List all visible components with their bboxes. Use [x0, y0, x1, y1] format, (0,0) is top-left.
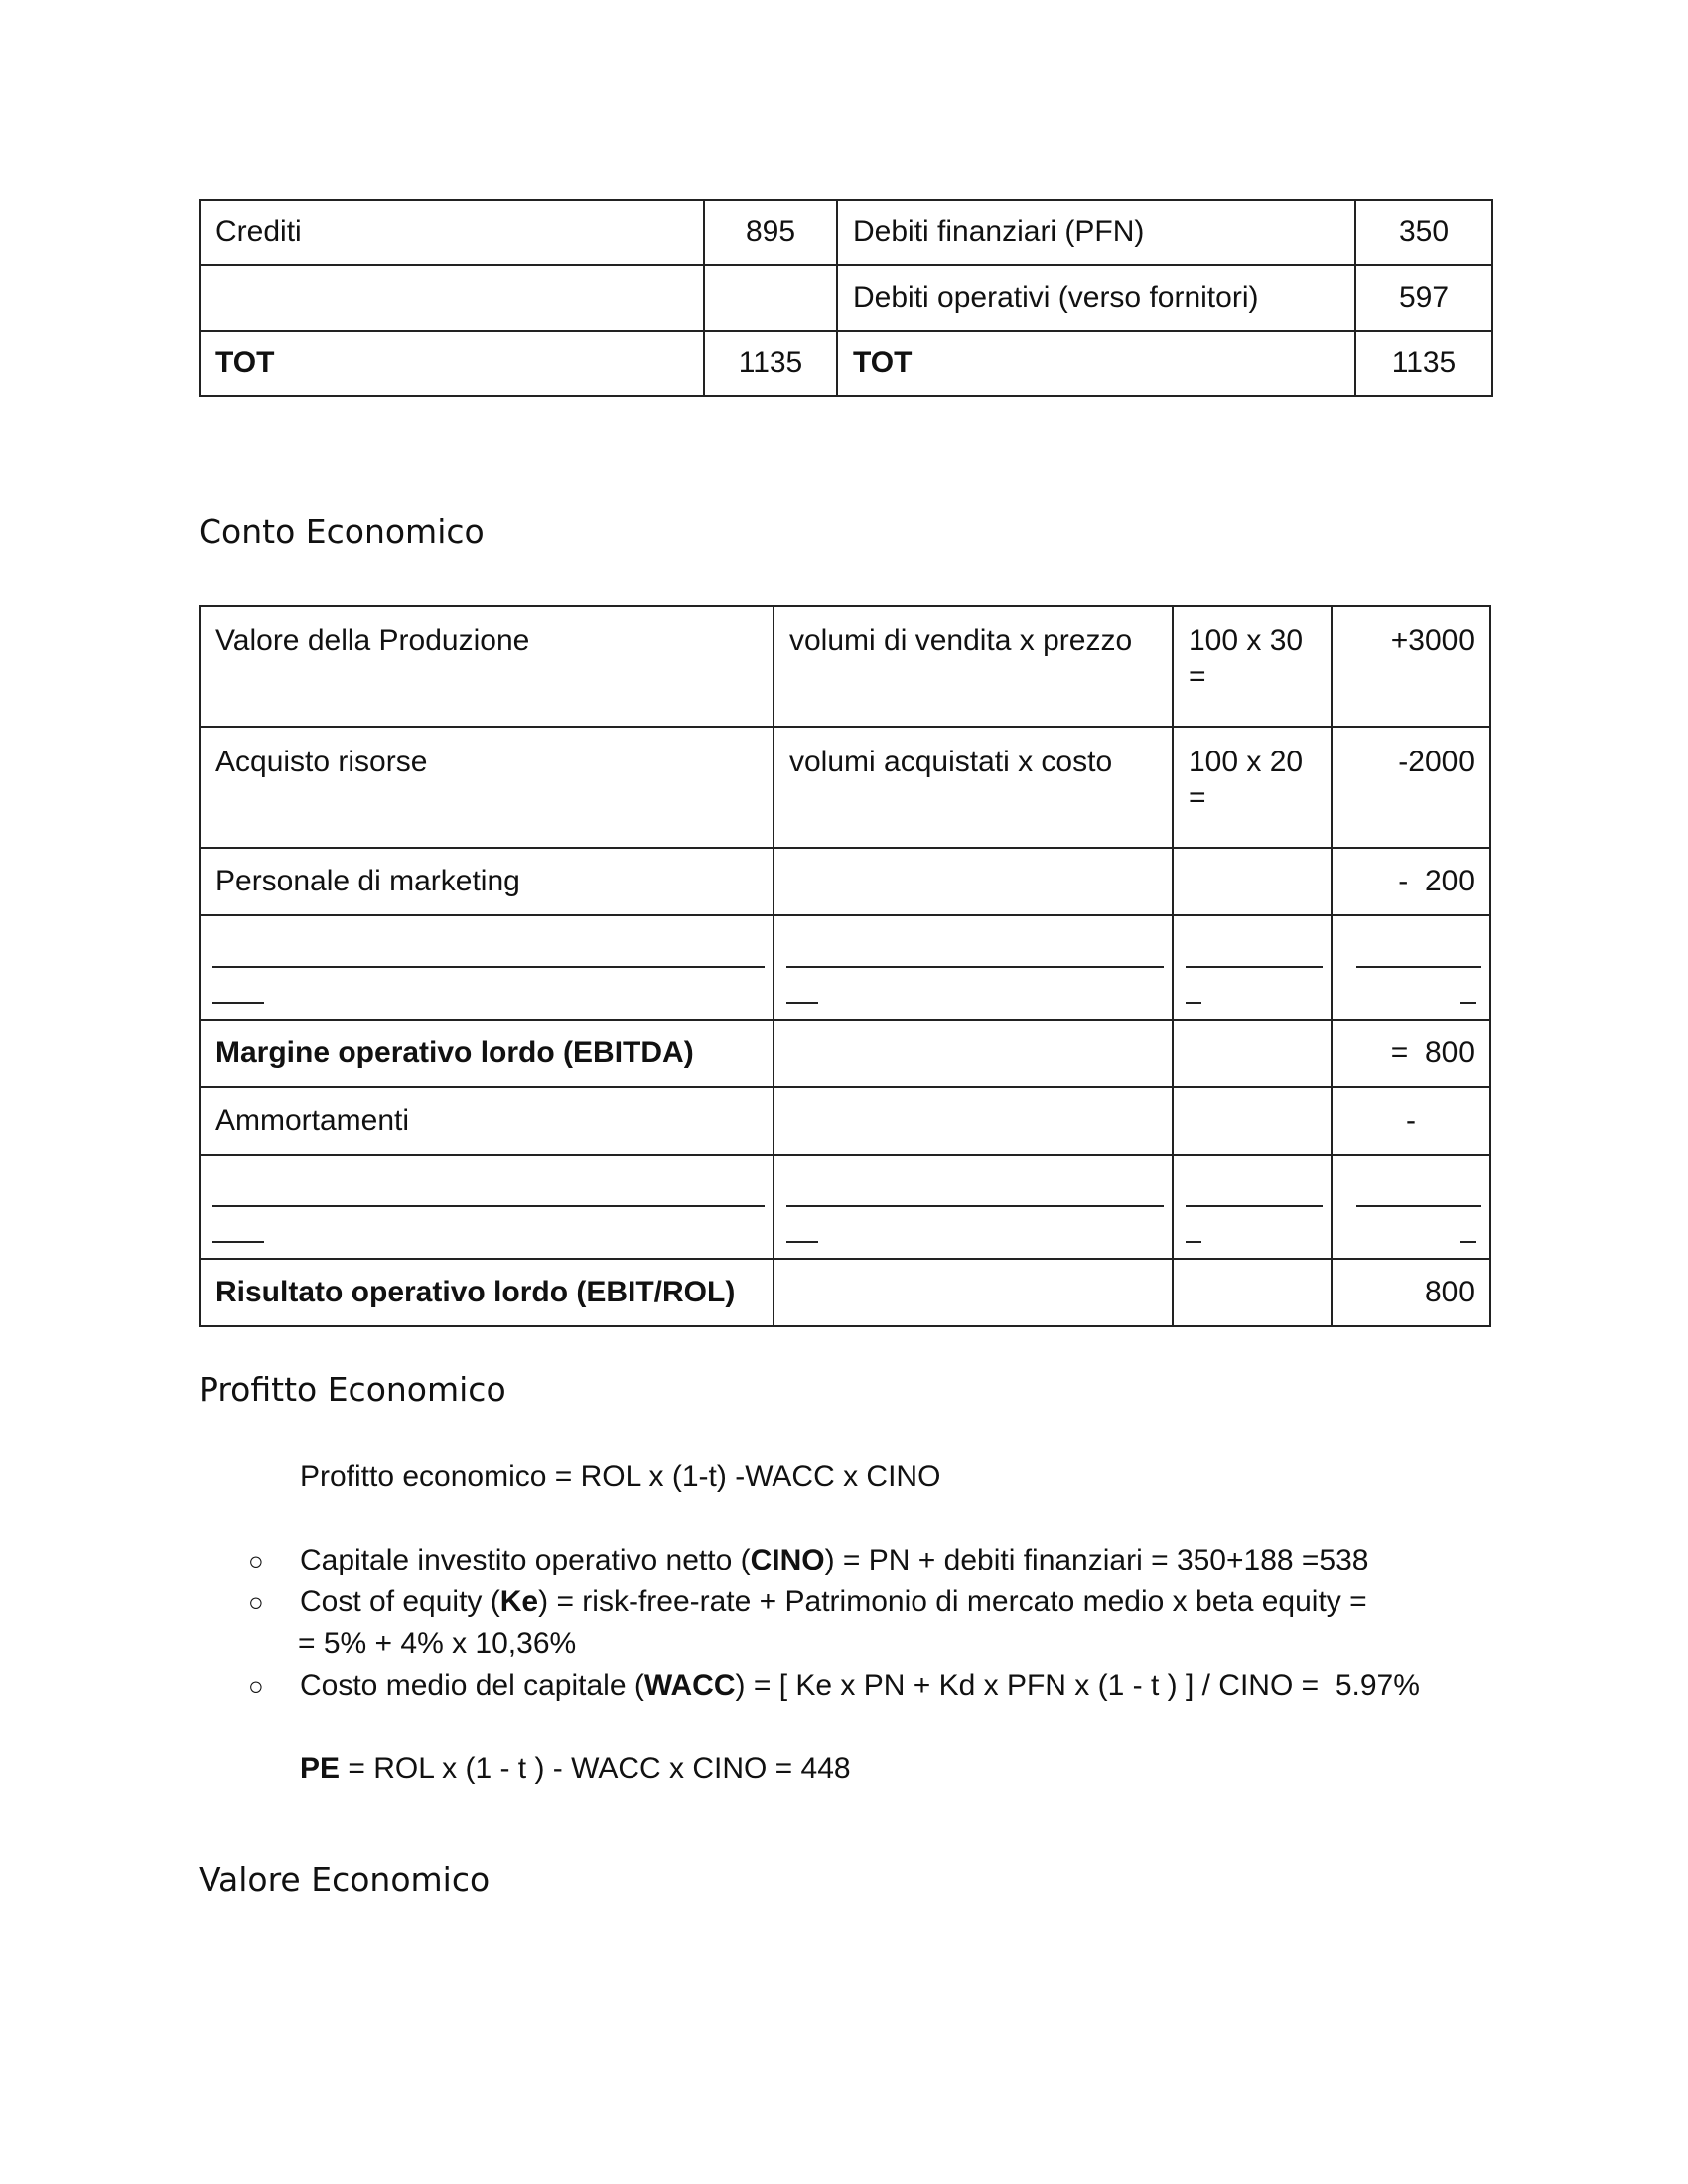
separator-line: [786, 1205, 1164, 1207]
table-row: [200, 1087, 1490, 1155]
balance-right-value: 1135: [1355, 331, 1492, 396]
ce-calc: [1173, 606, 1332, 727]
separator-line: [786, 1241, 818, 1243]
income-statement-table: [199, 605, 1491, 1327]
profit-formula: Profitto economico = ROL x (1-t) -WACC x CINO: [300, 1460, 941, 1493]
table-row: [200, 265, 1492, 331]
ce-label: Risultato operativo lordo (EBIT/ROL): [200, 1259, 774, 1326]
table-row: [200, 727, 1490, 848]
separator-line: [1186, 1241, 1201, 1243]
ce-label: Margine operativo lordo (EBITDA): [200, 1020, 774, 1087]
separator-cell: [774, 1155, 1173, 1259]
ce-label: Personale di marketing: [200, 848, 774, 915]
ce-formula: volumi di vendita x prezzo: [774, 606, 1173, 727]
balance-left-label: Crediti: [200, 200, 704, 265]
ce-calc-expr: 100 x 20: [1189, 746, 1304, 778]
separator-cell: [1332, 915, 1490, 1020]
separator-line: [1460, 1241, 1476, 1243]
bullet-text: Cost of equity (: [300, 1585, 500, 1618]
ce-value: +3000: [1332, 606, 1490, 727]
separator-line: [786, 1002, 818, 1004]
separator-row: [200, 1155, 1490, 1259]
bullet-circle-icon: ○: [248, 1587, 264, 1617]
separator-line: [212, 1002, 264, 1004]
balance-right-label: Debiti finanziari (PFN): [837, 200, 1355, 265]
section-title-valore-economico: Valore Economico: [199, 1860, 491, 1899]
separator-cell: [1332, 1155, 1490, 1259]
balance-left-value: [704, 265, 837, 331]
separator-line: [786, 966, 1164, 968]
bullet-term: WACC: [643, 1669, 736, 1702]
balance-left-label: TOT: [200, 331, 704, 396]
table-row: [200, 606, 1490, 727]
ce-formula: [774, 1259, 1173, 1326]
table-row: [200, 200, 1492, 265]
table-row: [200, 1259, 1490, 1326]
ce-value: 800: [1332, 1259, 1490, 1326]
separator-line: [1356, 966, 1481, 968]
separator-line: [1356, 1205, 1481, 1207]
bullet-cino: [300, 1543, 1368, 1578]
ce-calc: [1173, 848, 1332, 915]
pe-formula: [300, 1751, 851, 1787]
ce-formula: [774, 1087, 1173, 1155]
ce-calc-eq: =: [1189, 781, 1206, 814]
ce-value: - 200: [1332, 848, 1490, 915]
bullet-text: Costo medio del capitale (: [300, 1669, 644, 1702]
section-title-profitto-economico: Profitto Economico: [199, 1370, 506, 1409]
bullet-circle-icon: ○: [248, 1671, 264, 1701]
ce-value: -: [1332, 1087, 1490, 1155]
balance-right-label: TOT: [837, 331, 1355, 396]
ce-label: Ammortamenti: [200, 1087, 774, 1155]
ce-calc: [1173, 727, 1332, 848]
separator-cell: [774, 915, 1173, 1020]
ce-formula: [774, 848, 1173, 915]
separator-line: [212, 1241, 264, 1243]
bullet-term: Ke: [499, 1585, 539, 1618]
bullet-text: ) = [ Ke x PN + Kd x PFN x (1 - t ) ] / CINO = 5.97%: [735, 1669, 1420, 1702]
table-row: [200, 331, 1492, 396]
separator-line: [212, 966, 765, 968]
ce-value: -2000: [1332, 727, 1490, 848]
separator-row: [200, 915, 1490, 1020]
separator-line: [1460, 1002, 1476, 1004]
bullet-text: ) = PN + debiti finanziari = 350+188 =538: [824, 1544, 1369, 1576]
ce-label: Valore della Produzione: [200, 606, 774, 727]
ce-calc: [1173, 1020, 1332, 1087]
ce-formula: [774, 1020, 1173, 1087]
balance-left-value: 1135: [704, 331, 837, 396]
ce-calc-eq: =: [1189, 660, 1206, 693]
balance-right-label: Debiti operativi (verso fornitori): [837, 265, 1355, 331]
ce-label: Acquisto risorse: [200, 727, 774, 848]
balance-table: [199, 199, 1493, 397]
separator-line: [1186, 1002, 1201, 1004]
ce-calc-expr: 100 x 30: [1189, 624, 1304, 657]
separator-cell: [1173, 1155, 1332, 1259]
ce-formula: volumi acquistati x costo: [774, 727, 1173, 848]
ce-calc: [1173, 1087, 1332, 1155]
balance-right-value: 597: [1355, 265, 1492, 331]
ce-value: = 800: [1332, 1020, 1490, 1087]
section-title-conto-economico: Conto Economico: [199, 512, 485, 551]
pe-term: PE: [300, 1752, 341, 1785]
separator-cell: [1173, 915, 1332, 1020]
bullet-text: Capitale investito operativo netto (: [300, 1544, 751, 1576]
table-row: [200, 1020, 1490, 1087]
separator-cell: [200, 915, 774, 1020]
ce-calc: [1173, 1259, 1332, 1326]
bullet-circle-icon: ○: [248, 1546, 264, 1575]
bullet-term: CINO: [750, 1544, 825, 1576]
balance-left-value: 895: [704, 200, 837, 265]
separator-cell: [200, 1155, 774, 1259]
balance-left-label: [200, 265, 704, 331]
separator-line: [212, 1205, 765, 1207]
bullet-ke: [300, 1584, 1367, 1620]
pe-text: = ROL x (1 - t ) - WACC x CINO = 448: [340, 1752, 851, 1785]
bullet-text: ) = risk-free-rate + Patrimonio di mercato medio x beta equity =: [538, 1585, 1367, 1618]
bullet-ke-continuation: = 5% + 4% x 10,36%: [298, 1627, 577, 1660]
balance-right-value: 350: [1355, 200, 1492, 265]
separator-line: [1186, 966, 1323, 968]
table-row: [200, 848, 1490, 915]
bullet-wacc: [300, 1668, 1420, 1704]
separator-line: [1186, 1205, 1323, 1207]
